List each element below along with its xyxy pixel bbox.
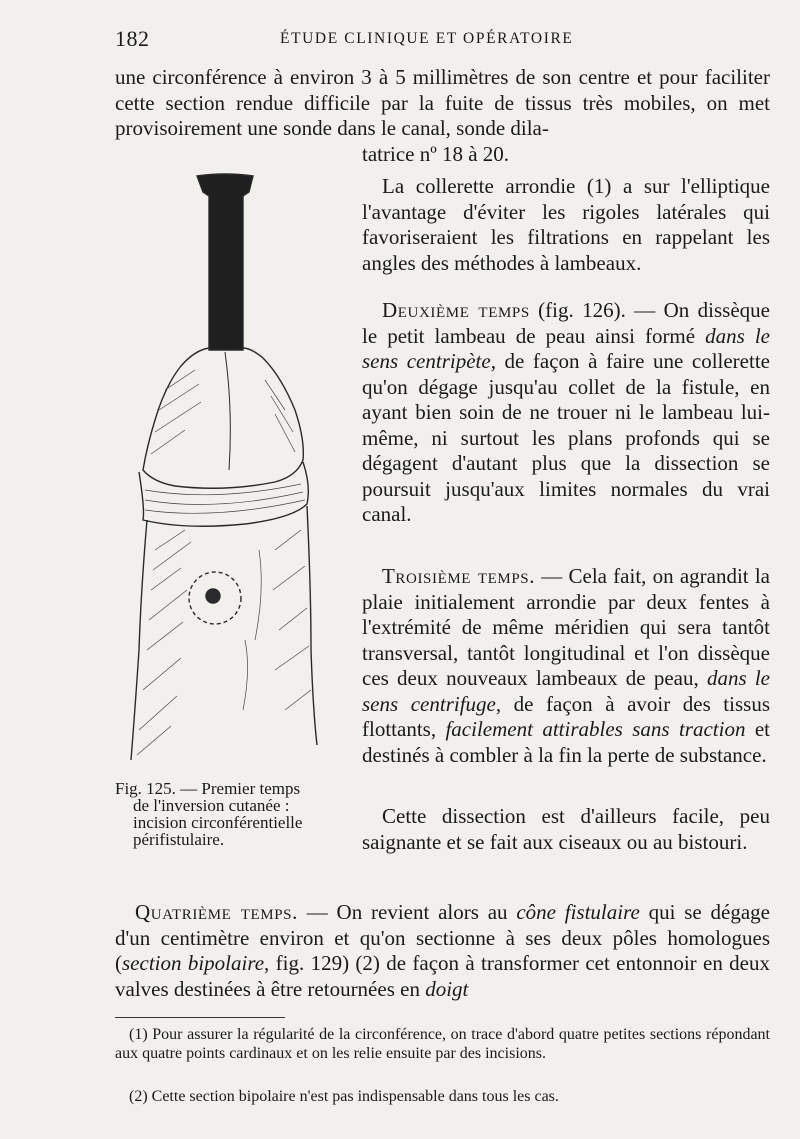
- paragraph-collerette: La collerette arrondie (1) a sur l'elliptique l'avantage d'éviter les rigoles latérales qui favoriseraient les filtrations en rappelant les angles des méthodes à lambeaux.: [362, 174, 770, 275]
- figure-caption: Fig. 125. — Premier temps de l'inversion cutanée : incision circonférentielle périfistulaire.: [115, 779, 303, 849]
- figure-engraving: [125, 170, 335, 770]
- section-heading: Deuxième temps: [382, 298, 530, 322]
- footnote-2: (2) Cette section bipolaire n'est pas indispensable dans tous les cas.: [129, 1088, 559, 1105]
- section-heading: Quatrième temps.: [135, 900, 298, 924]
- paragraph-quatrieme-temps: Quatrième temps. — On revient alors au cône fistulaire qui se dégage d'un centimètre environ et qu'on sectionne à ses deux pôles homologues (section bipolaire, fig. 129) (2) de façon à transformer cet entonnoir en deux valves destinées à être retournées en doigt: [115, 900, 770, 1001]
- paragraph-deuxieme-temps: Deuxième temps (fig. 126). — On dissèque le petit lambeau de peau ainsi formé dans le sens centripète, de façon à faire une collerette qu'on dégage jusqu'au collet de la fistule, en ayant bien soin de ne trouer ni le lambeau lui-même, ni surtout les plans profonds qui se dégagent d'autant plus que la dissection se poursuit jusqu'aux limites normales du vrai canal.: [362, 298, 770, 526]
- running-title: ÉTUDE CLINIQUE ET OPÉRATOIRE: [280, 30, 574, 47]
- intro-paragraph-end: tatrice nº 18 à 20.: [362, 142, 510, 166]
- page-header: [115, 26, 770, 52]
- footnote-1: (1) Pour assurer la régularité de la circonférence, on trace d'abord quatre petites sections répondant aux quatre points cardinaux et on les relie ensuite par des incisions.: [115, 1026, 770, 1062]
- paragraph-dissection: Cette dissection est d'ailleurs facile, peu saignante et se fait aux ciseaux ou au bistouri.: [362, 804, 770, 854]
- page-number: 182: [115, 26, 150, 51]
- intro-paragraph: une circonférence à environ 3 à 5 millimètres de son centre et pour faciliter cette section rendue difficile par la fuite de tissus très mobiles, on met provisoirement une sonde dans le canal, sonde dila-: [115, 65, 770, 140]
- footnote-rule: [115, 1017, 285, 1018]
- paragraph-troisieme-temps: Troisième temps. — Cela fait, on agrandit la plaie initialement arrondie par deux fentes à l'extrémité de même méridien qui sera tantôt transversal, tantôt longitudinal et l'on dissèque ces deux nouveaux lambeaux de peau, dans le sens centrifuge, de façon à avoir des tissus flottants, facilement attirables sans traction et destinés à combler à la fin la perte de substance.: [362, 564, 771, 767]
- section-heading: Troisième temps.: [382, 564, 536, 588]
